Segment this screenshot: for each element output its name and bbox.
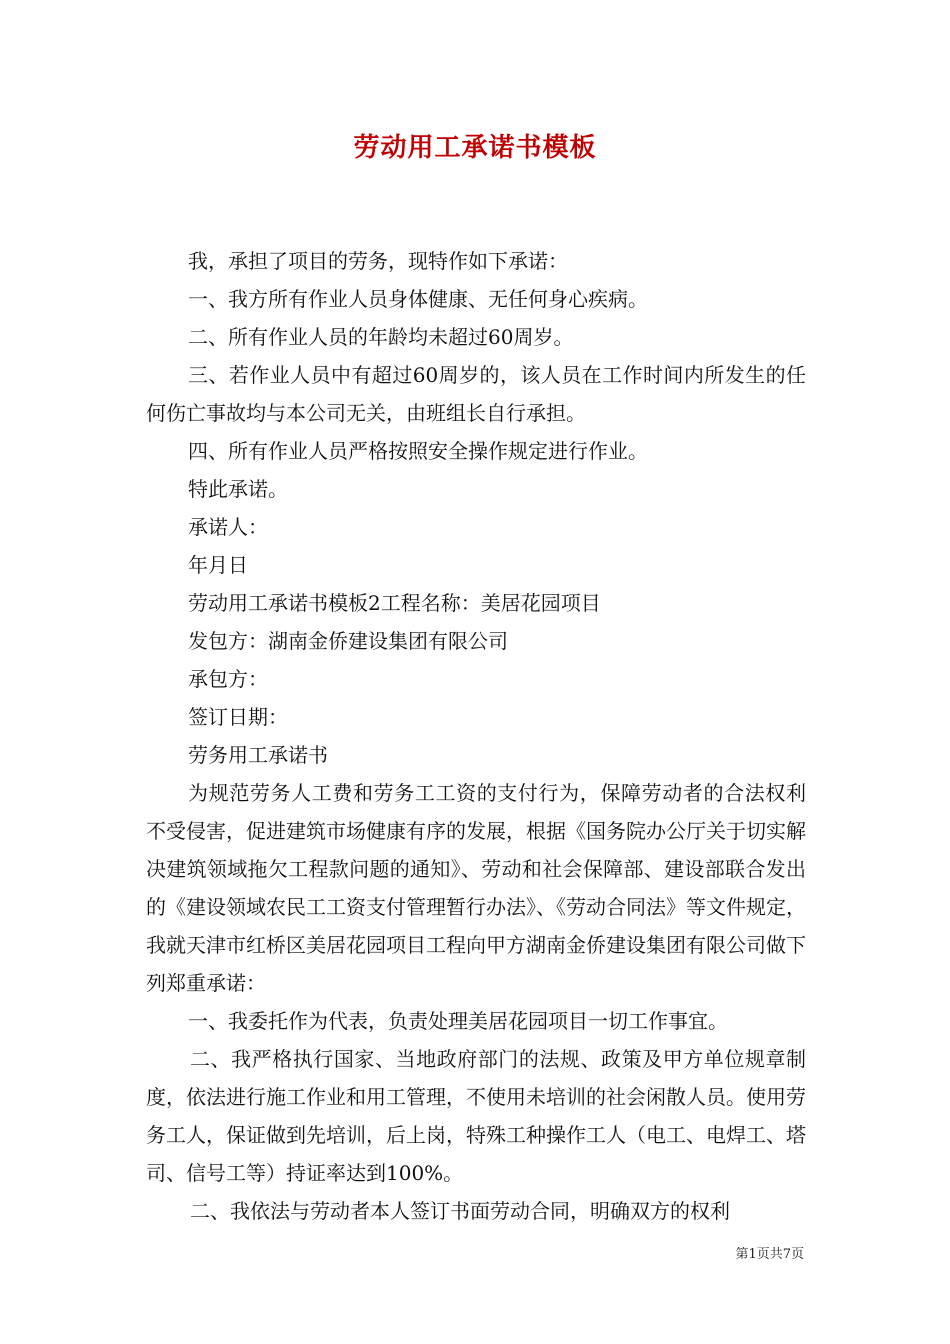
paragraph-item-3: 三、若作业人员中有超过60周岁的，该人员在工作时间内所发生的任何伤亡事故均与本公司无关，由班组长自行承担。 <box>146 363 806 425</box>
paragraph-sign-date: 签订日期： <box>188 705 288 729</box>
paragraph-intro: 我，承担了项目的劳务，现特作如下承诺： <box>188 249 568 273</box>
paragraph-item-1: 一、我方所有作业人员身体健康、无任何身心疾病。 <box>188 287 648 311</box>
paragraph-contractor: 发包方：湖南金侨建设集团有限公司 <box>188 629 508 653</box>
paragraph-commitment-3: 二、我依法与劳动者本人签订书面劳动合同，明确双方的权利 <box>190 1199 730 1223</box>
paragraph-closing: 特此承诺。 <box>188 477 288 501</box>
paragraph-date: 年月日 <box>188 553 248 577</box>
paragraph-signatory: 承诺人： <box>188 515 268 539</box>
paragraph-item-4: 四、所有作业人员严格按照安全操作规定进行作业。 <box>188 439 648 463</box>
paragraph-purpose: 为规范劳务人工费和劳务工工资的支付行为，保障劳动者的合法权利不受侵害，促进建筑市场健康有序的发展，根据《国务院办公厅关于切实解决建筑领域拖欠工程款问题的通知》、劳动和社会保障部、建设部联合发出的《建设领域农民工工资支付管理暂行办法》、《劳动合同法》等文件规定，我就天津市红桥区美居花园项目工程向甲方湖南金侨建设集团有限公司做下列郑重承诺： <box>146 781 806 995</box>
paragraph-commitment-1: 一、我委托作为代表，负责处理美居花园项目一切工作事宜。 <box>188 1009 728 1033</box>
paragraph-section-heading: 劳务用工承诺书 <box>188 743 328 767</box>
paragraph-template-2-project: 劳动用工承诺书模板2工程名称：美居花园项目 <box>188 591 601 615</box>
page-number: 第1页共7页 <box>735 1247 804 1262</box>
document-body <box>146 242 806 1230</box>
paragraph-item-2: 二、所有作业人员的年龄均未超过60周岁。 <box>188 325 574 349</box>
paragraph-subcontractor: 承包方： <box>188 667 268 691</box>
document-title: 劳动用工承诺书模板 <box>353 133 597 163</box>
paragraph-commitment-2: 二、我严格执行国家、当地政府部门的法规、政策及甲方单位规章制度，依法进行施工作业和用工管理，不使用未培训的社会闲散人员。使用劳务工人，保证做到先培训，后上岗，特殊工种操作工人（电工、电焊工、塔司、信号工等）持证率达到100%。 <box>146 1047 806 1185</box>
